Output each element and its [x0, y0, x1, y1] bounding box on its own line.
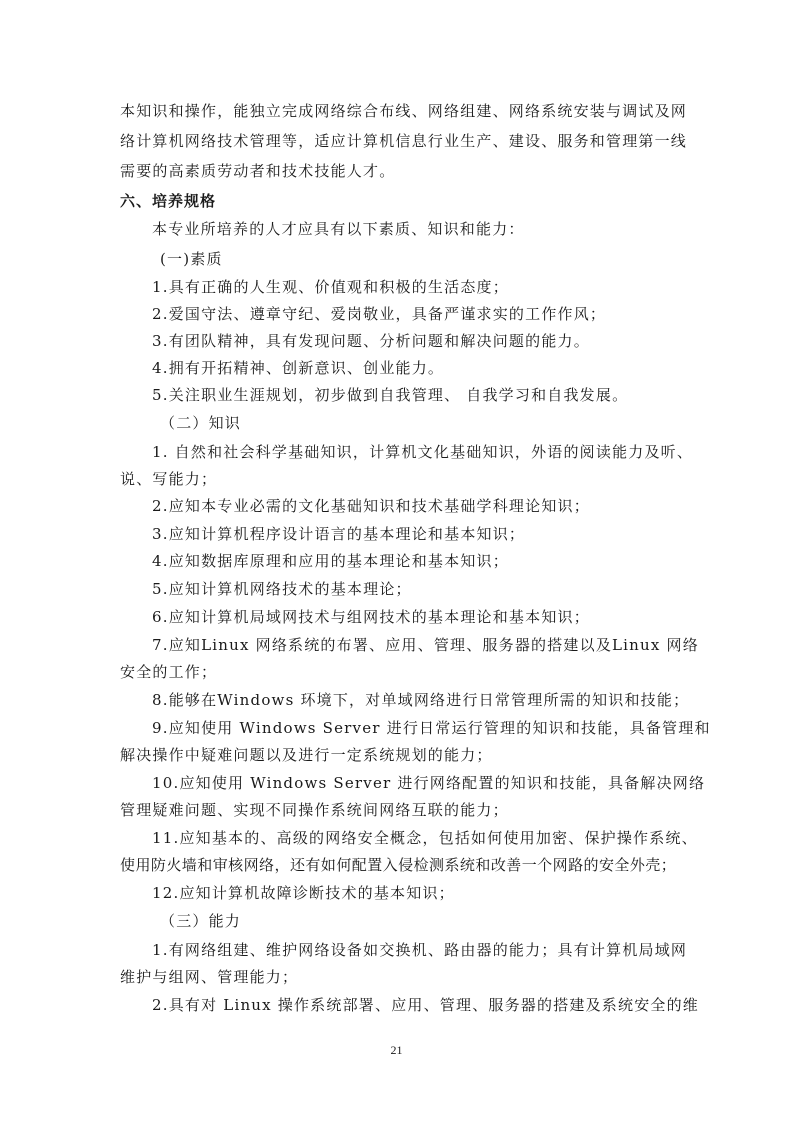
ability-line: 维护与组网、管理能力； — [120, 968, 299, 986]
intro-line: 本知识和操作，能独立完成网络综合布线、网络组建、网络系统安装与调试及网 — [120, 102, 688, 120]
section-intro: 本专业所培养的人才应具有以下素质、知识和能力： — [152, 220, 525, 238]
knowledge-line: 12.应知计算机故障诊断技术的基本知识； — [152, 884, 455, 902]
quality-item: 2.爱国守法、遵章守纪、爱岗敬业，具备严谨求实的工作作风； — [152, 305, 607, 323]
intro-line: 络计算机网络技术管理等，适应计算机信息行业生产、建设、服务和管理第一线 — [120, 132, 688, 150]
knowledge-line: 说、写能力； — [120, 470, 218, 488]
intro-line: 需要的高素质劳动者和技术技能人才。 — [120, 162, 396, 180]
knowledge-line: 使用防火墙和审核网络，还有如何配置入侵检测系统和改善一个网路的安全外壳； — [120, 856, 676, 874]
quality-item: 5.关注职业生涯规划，初步做到自我管理、 自我学习和自我发展。 — [152, 386, 629, 404]
knowledge-line: 管理疑难问题、实现不同操作系统间网络互联的能力； — [120, 801, 509, 819]
knowledge-line: 7.应知Linux 网络系统的布署、应用、管理、服务器的搭建以及Linux 网络 — [152, 636, 699, 654]
quality-item: 3.有团队精神，具有发现问题、分析问题和解决问题的能力。 — [152, 332, 590, 350]
knowledge-line: 安全的工作； — [120, 663, 218, 681]
quality-heading: (一)素质 — [160, 250, 223, 268]
ability-heading: （三）能力 — [160, 912, 242, 930]
section-heading: 六、培养规格 — [120, 192, 217, 210]
knowledge-line: 2.应知本专业必需的文化基础知识和技术基础学科理论知识； — [152, 497, 590, 515]
knowledge-line: 9.应知使用 Windows Server 进行日常运行管理的知识和技能，具备管理和 — [152, 719, 711, 737]
knowledge-line: 10.应知使用 Windows Server 进行网络配置的知识和技能，具备解决网络 — [152, 774, 706, 792]
knowledge-line: 4.应知数据库原理和应用的基本理论和基本知识； — [152, 552, 509, 570]
quality-item: 1.具有正确的人生观、价值观和积极的生活态度； — [152, 278, 509, 296]
ability-line: 2.具有对 Linux 操作系统部署、应用、管理、服务器的搭建及系统安全的维 — [152, 996, 699, 1014]
knowledge-line: 3.应知计算机程序设计语言的基本理论和基本知识； — [152, 525, 526, 543]
knowledge-heading: （二）知识 — [160, 414, 242, 432]
knowledge-line: 11.应知基本的、高级的网络安全概念，包括如何使用加密、保护操作系统、 — [152, 829, 698, 847]
knowledge-line: 8.能够在Windows 环境下，对单域网络进行日常管理所需的知识和技能； — [152, 691, 690, 709]
knowledge-line: 1. 自然和社会科学基础知识，计算机文化基础知识，外语的阅读能力及听、 — [152, 443, 694, 461]
ability-line: 1.有网络组建、维护网络设备如交换机、路由器的能力；具有计算机局域网 — [152, 941, 688, 959]
knowledge-line: 5.应知计算机网络技术的基本理论； — [152, 580, 412, 598]
page-number: 21 — [390, 1043, 403, 1057]
knowledge-line: 解决操作中疑难问题以及进行一定系统规划的能力； — [120, 746, 493, 764]
quality-item: 4.拥有开拓精神、创新意识、创业能力。 — [152, 359, 445, 377]
knowledge-line: 6.应知计算机局域网技术与组网技术的基本理论和基本知识； — [152, 608, 590, 626]
